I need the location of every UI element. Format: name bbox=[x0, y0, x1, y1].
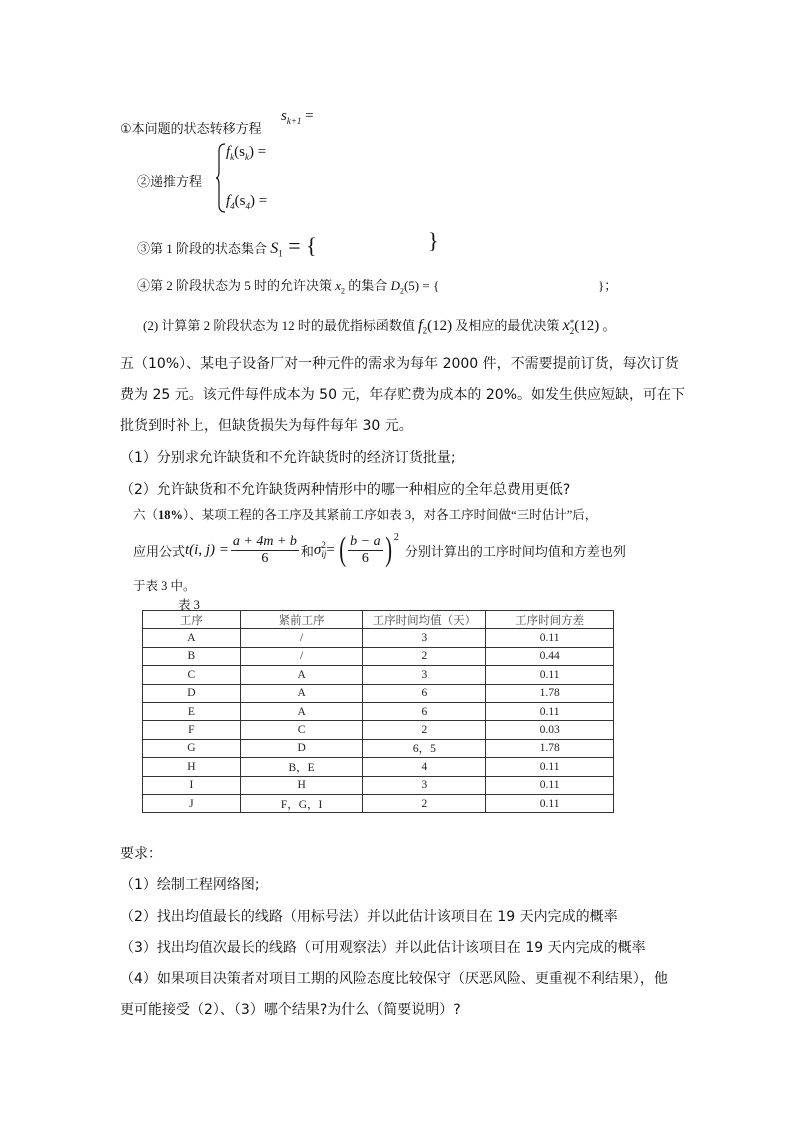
process-table bbox=[142, 610, 614, 813]
q4-item2-recurrence-2: $f_4(s_4)$ = bbox=[226, 193, 268, 211]
header-variance: 工序时间方差 bbox=[486, 611, 614, 629]
left-brace-icon bbox=[216, 143, 226, 213]
q6-line1: 六（18%）、某项工程的各工序及其紧前工序如表 3，对各工序时间做“三时估计”后， bbox=[133, 508, 598, 522]
table-row bbox=[143, 758, 614, 776]
cell-predecessor: / bbox=[240, 647, 363, 665]
cell-mean: 3 bbox=[363, 776, 486, 794]
requirement-1: （1）绘制工程网络图; bbox=[120, 877, 260, 893]
cell-variance: 1.78 bbox=[486, 684, 614, 702]
q5-sub1: （1）分别求允许缺货和不允许缺货时的经济订货批量; bbox=[120, 450, 456, 466]
header-process: 工序 bbox=[143, 611, 241, 629]
cell-predecessor: F，G，I bbox=[240, 794, 363, 812]
cell-predecessor: A bbox=[240, 702, 363, 720]
cell-variance: 0.03 bbox=[486, 721, 614, 739]
q4-item2-recurrence-1: $f_k(s_k)$ = bbox=[226, 144, 267, 162]
q4-item4-close: }； bbox=[598, 278, 618, 293]
left-paren-icon: ( bbox=[339, 531, 346, 568]
t-fraction: $\frac{a + 4m + b}{6}$ bbox=[232, 533, 297, 566]
table-row bbox=[143, 702, 614, 720]
requirements-title: 要求： bbox=[120, 846, 162, 862]
q4-item2-label: ②递推方程 bbox=[137, 174, 203, 189]
cell-predecessor: H bbox=[240, 776, 363, 794]
table-header-row bbox=[143, 611, 614, 629]
q6-line3: 于表 3 中。 bbox=[133, 579, 196, 593]
cell-mean: 2 bbox=[363, 794, 486, 812]
table-caption: 表 3 bbox=[178, 598, 200, 612]
cell-predecessor: C bbox=[240, 721, 363, 739]
header-predecessor: 紧前工序 bbox=[240, 611, 363, 629]
table-row bbox=[143, 629, 614, 647]
cell-mean: 2 bbox=[363, 721, 486, 739]
cell-process: E bbox=[143, 702, 241, 720]
header-mean: 工序时间均值（天） bbox=[363, 611, 486, 629]
cell-variance: 0.44 bbox=[486, 647, 614, 665]
cell-process: D bbox=[143, 684, 241, 702]
cell-mean: 6，5 bbox=[363, 739, 486, 757]
sigma-fraction: $\frac{b - a}{6}$ bbox=[350, 533, 381, 566]
requirement-4b: 更可能接受（2）、（3）哪个结果?为什么（简要说明）? bbox=[120, 1002, 461, 1018]
q5-sub2: （2）允许缺货和不允许缺货两种情形中的哪一种相应的全年总费用更低? bbox=[120, 482, 571, 498]
q4-part2-label: (2) 计算第 2 阶段状态为 12 时的最优指标函数值 bbox=[143, 318, 415, 333]
table-row bbox=[143, 739, 614, 757]
cell-process: B bbox=[143, 647, 241, 665]
table-row bbox=[143, 666, 614, 684]
cell-process: I bbox=[143, 776, 241, 794]
q6-formula-line: 应用公式 t(i, j) = $\frac{a + 4m + b}{6}$ 和 σ 2 ij = ( $\frac{b - a}{6}$ ) $^2$ 分别计算出的工序时间均值和方差也列 bbox=[133, 531, 626, 568]
cell-variance: 0.11 bbox=[486, 758, 614, 776]
cell-predecessor: A bbox=[240, 684, 363, 702]
cell-mean: 2 bbox=[363, 647, 486, 665]
requirement-4a: （4）如果项目决策者对项目工期的风险态度比较保守（厌恶风险、更重视不利结果），他 bbox=[120, 971, 668, 987]
cell-variance: 0.11 bbox=[486, 794, 614, 812]
requirement-3: （3）找出均值次最长的线路（可用观察法）并以此估计该项目在 19 天内完成的概率 bbox=[120, 940, 646, 956]
cell-process: J bbox=[143, 794, 241, 812]
q4-item3-label: ③第 1 阶段的状态集合 bbox=[137, 241, 268, 256]
cell-process: C bbox=[143, 666, 241, 684]
q4-item1 bbox=[120, 118, 262, 137]
q5-line2: 费为 25 元。该元件每件成本为 50 元，年存贮费为成本的 20%。如发生供应短缺，可在下 bbox=[120, 387, 685, 403]
cell-mean: 3 bbox=[363, 629, 486, 647]
table-row bbox=[143, 794, 614, 812]
cell-variance: 0.11 bbox=[486, 666, 614, 684]
q4-item1-formula: $s_{k+1}$ = bbox=[281, 108, 314, 126]
requirement-2: （2）找出均值最长的线路（用标号法）并以此估计该项目在 19 天内完成的概率 bbox=[120, 909, 618, 925]
table-row bbox=[143, 684, 614, 702]
q5-line1: 五（10%）、某电子设备厂对一种元件的需求为每年 2000 件，不需要提前订货，每次订货 bbox=[120, 356, 679, 372]
table-row bbox=[143, 721, 614, 739]
cell-predecessor: D bbox=[240, 739, 363, 757]
q4-item3-close-brace: } bbox=[428, 228, 439, 253]
cell-variance: 0.11 bbox=[486, 776, 614, 794]
q4-item1-label: ①本问题的状态转移方程 bbox=[120, 122, 262, 137]
q4-item3: ③第 1 阶段的状态集合 $S_1$ = { bbox=[137, 233, 317, 259]
cell-process: H bbox=[143, 758, 241, 776]
cell-variance: 0.11 bbox=[486, 629, 614, 647]
cell-predecessor: A bbox=[240, 666, 363, 684]
q5-line3: 批货到时补上，但缺货损失为每件每年 30 元。 bbox=[120, 418, 413, 434]
cell-mean: 6 bbox=[363, 684, 486, 702]
table-row bbox=[143, 647, 614, 665]
cell-process: F bbox=[143, 721, 241, 739]
q4-part2: (2) 计算第 2 阶段状态为 12 时的最优指标函数值 $f_2(12)$ 及相应的最优决策 x * 2 (12) 。 bbox=[143, 317, 616, 337]
cell-process: A bbox=[143, 629, 241, 647]
q4-item4: ④第 2 阶段状态为 5 时的允许决策 $x_2$ 的集合 $D_2(5)$ = { bbox=[137, 278, 440, 296]
cell-mean: 6 bbox=[363, 702, 486, 720]
cell-process: G bbox=[143, 739, 241, 757]
cell-mean: 3 bbox=[363, 666, 486, 684]
q4-item4-label: ④第 2 阶段状态为 5 时的允许决策 bbox=[137, 278, 333, 293]
cell-mean: 4 bbox=[363, 758, 486, 776]
cell-variance: 0.11 bbox=[486, 702, 614, 720]
cell-predecessor: B，E bbox=[240, 758, 363, 776]
cell-predecessor: / bbox=[240, 629, 363, 647]
table-row bbox=[143, 776, 614, 794]
right-paren-icon: ) bbox=[384, 531, 392, 568]
cell-variance: 1.78 bbox=[486, 739, 614, 757]
